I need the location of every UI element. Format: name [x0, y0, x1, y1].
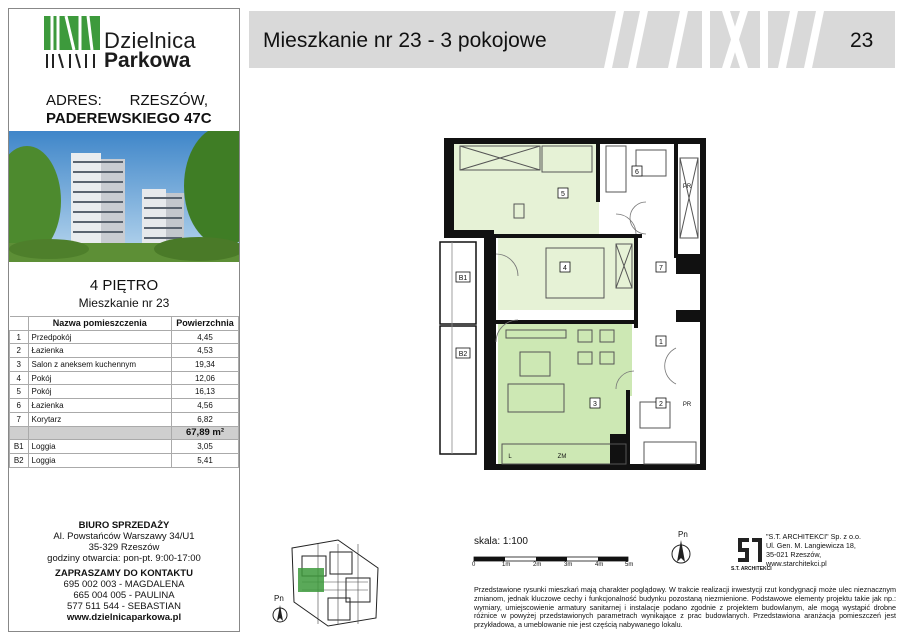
architect-info: "S.T. ARCHITEKCI" Sp. z o.o. Ul. Gen. M. Langiewicza 18, 35-021 Rzeszów, www.starchitekci.pl	[766, 532, 861, 568]
dzielnica-parkowa-logo	[44, 16, 100, 68]
office-heading: BIURO SPRZEDAŻY	[78, 520, 170, 531]
scale-tick-2: 2m	[533, 562, 542, 568]
plan-label-zm: ZM	[557, 454, 567, 460]
plan-label-l: L	[508, 454, 512, 460]
st-architekci-logo	[736, 534, 764, 564]
table-row: 2 Łazienka 4,53	[10, 344, 239, 358]
office-hours: godziny otwarcia: pon-pt. 9:00-17:00	[47, 553, 201, 564]
plan-label-pr-2: PR	[682, 402, 692, 408]
sales-office	[9, 520, 239, 623]
scale-bar	[472, 555, 642, 571]
table-header	[10, 317, 239, 331]
page-title: Mieszkanie nr 23 - 3 pokojowe	[263, 29, 547, 52]
col-area-header: Powierzchnia	[172, 317, 239, 331]
phone-2: 665 004 005 - PAULINA	[73, 590, 175, 601]
plan-label-b2: B2	[458, 351, 468, 358]
table-row: 5 Pokój 16,13	[10, 385, 239, 399]
flat-number: 23	[850, 29, 874, 52]
address-label: ADRES:	[46, 92, 102, 109]
plan-label-4: 4	[563, 265, 567, 272]
scale-tick-5: 5m	[625, 562, 634, 568]
decorative-slashes	[598, 11, 833, 68]
site-key-plan	[288, 538, 380, 630]
plan-label-pr-1: PR	[682, 184, 692, 190]
building-photo	[9, 131, 239, 262]
scale-tick-1: 1m	[502, 562, 511, 568]
north-label-site: Pn	[274, 594, 284, 603]
north-arrow-icon	[272, 603, 288, 625]
architect-website[interactable]: www.starchitekci.pl	[766, 559, 827, 568]
address-street: PADEREWSKIEGO 47C	[46, 110, 212, 127]
brand-name-line2: Parkowa	[104, 49, 191, 72]
plan-label-1: 1	[659, 339, 663, 346]
phone-1: 695 002 003 - MAGDALENA	[63, 579, 185, 590]
scale-tick-3: 3m	[564, 562, 573, 568]
rooms-table	[9, 316, 239, 468]
office-line2: 35-329 Rzeszów	[88, 542, 160, 553]
plan-label-3: 3	[593, 401, 597, 408]
architect-logo-text: S.T. ARCHITEKCI	[731, 566, 772, 572]
table-row: B1 Loggia 3,05	[10, 440, 239, 454]
scale-tick-0: 0	[472, 562, 476, 568]
plan-label-b1: B1	[458, 275, 468, 282]
north-label-plan: Pn	[678, 530, 688, 539]
office-line1: Al. Powstańców Warszawy 34/U1	[53, 531, 195, 542]
disclaimer-text: Przedstawione rysunki mieszkań mają charakter poglądowy. W trakcie realizacji inwestycji rzut kondygnacji może ulec nieznacznym zmianom, jednak kluczowe cechy i funkcjonalność budynku pozostaną niezmienione. Podstawowe elementy projektu takie jak np.: wymiary, umiejscowienie armatury sanitarnej i instalacje podano zgodnie z projektem budowlanym, ale mogą wystąpić drobne różnice w powyżej przedstawionych parametrach wynikające z prac budowlanych. Przedstawiona aranżacja pomieszczeń jest przykładowa, a umeblowanie nie jest częścią nabywanego lokalu.	[474, 585, 896, 630]
address-line1	[46, 92, 208, 109]
table-row: 6 Łazienka 4,56	[10, 399, 239, 413]
contact-heading: ZAPRASZAMY DO KONTAKTU	[55, 568, 193, 579]
table-row: B2 Loggia 5,41	[10, 453, 239, 467]
table-row: 7 Korytarz 6,82	[10, 412, 239, 426]
plan-label-2: 2	[659, 401, 663, 408]
floor-label: 4 PIĘTRO	[89, 277, 159, 294]
address-city: RZESZÓW,	[129, 92, 208, 109]
compass-icon	[670, 538, 692, 568]
plan-label-5: 5	[561, 191, 565, 198]
phone-3: 577 511 544 - SEBASTIAN	[67, 601, 181, 612]
table-row: 1 Przedpokój 4,45	[10, 330, 239, 344]
plan-label-6: 6	[635, 169, 639, 176]
total-area: 67,89 m²	[172, 426, 239, 440]
table-row: 3 Salon z aneksem kuchennym 19,34	[10, 358, 239, 372]
col-name-header: Nazwa pomieszczenia	[28, 317, 172, 331]
brand-name-line1: Dzielnica	[104, 28, 196, 53]
scale-label: skala: 1:100	[474, 536, 528, 547]
floor-plan	[430, 134, 720, 474]
table-row: 4 Pokój 12,06	[10, 371, 239, 385]
scale-tick-4: 4m	[595, 562, 604, 568]
plan-label-7: 7	[659, 265, 663, 272]
flat-label: Mieszkanie nr 23	[78, 296, 170, 310]
website-link[interactable]: www.dzielnicaparkowa.pl	[66, 612, 182, 623]
total-row	[10, 426, 239, 440]
